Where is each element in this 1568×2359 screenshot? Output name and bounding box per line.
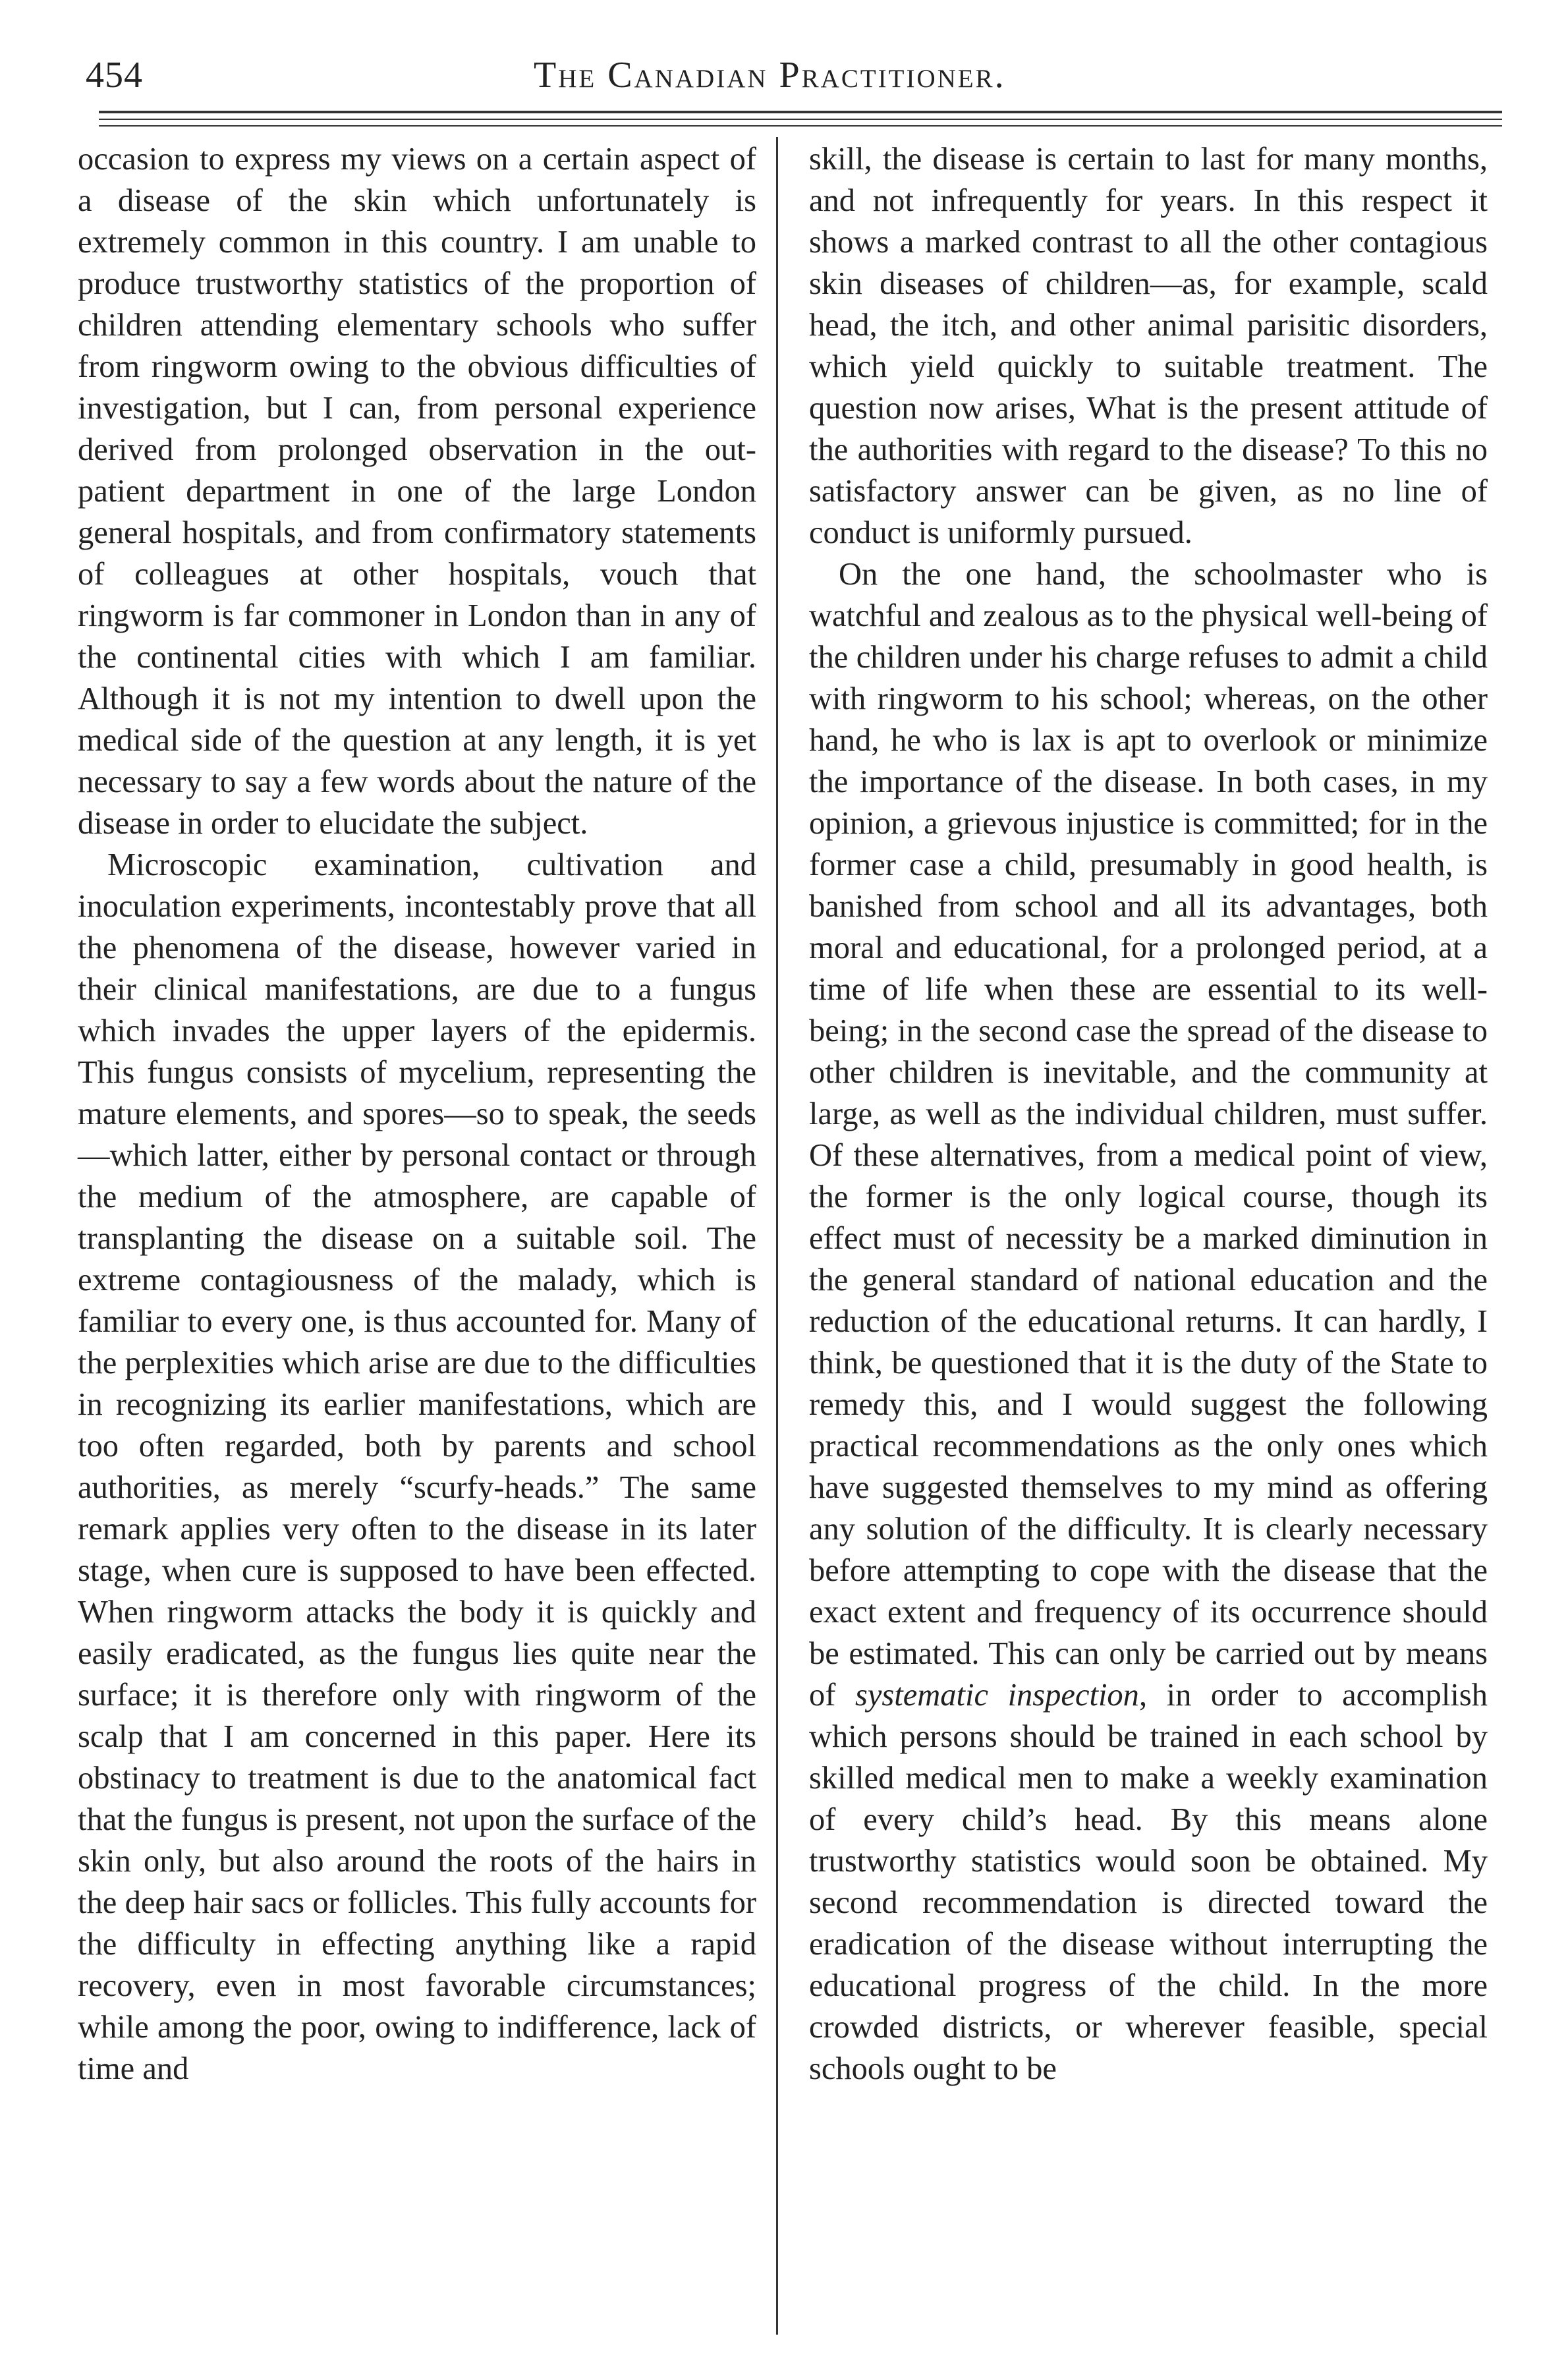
page-number: 454: [86, 55, 143, 96]
right-paragraph-text-after: , in order to accomplish which persons should be trained in each school by skilled medical men to make a weekly examination of every child’s head. By this means alone trustworthy statistics would soon be obtained. My second recommendation is directed toward the eradication of the disease without interrupting the educational progress of the child. In the more crowded districts, or wherever feasible, special schools ought to be: [809, 1678, 1488, 2086]
right-column: [809, 138, 1488, 2089]
journal-title: The Canadian Practitioner.: [534, 55, 1006, 96]
left-column: [78, 138, 756, 2089]
left-paragraph-continued: occasion to express my views on a certain aspect of a disease of the skin which unfortunately is extremely common in this country. I am unable to produce trustworthy statistics of the proportion of children attending elementary schools who suffer from ringworm owing to the obvious difficulties of investigation, but I can, from personal experience derived from prolonged observation in the out-patient department in one of the large London general hospitals, and from confirmatory statements of colleagues at other hospitals, vouch that ringworm is far commoner in London than in any of the continental cities with which I am familiar. Although it is not my intention to dwell upon the medical side of the question at any length, it is yet necessary to say a few words about the nature of the disease in order to elucidate the subject.: [78, 142, 756, 841]
column-divider: [776, 137, 778, 2335]
header-rule-thin-lower: [99, 125, 1502, 127]
systematic-inspection-emphasis: systematic inspection: [854, 1678, 1139, 1713]
header-rule-thick: [99, 111, 1502, 113]
left-paragraph-microscopic: Microscopic examination, cultivation and inoculation experiments, incontestably prove that all the phenomena of the disease, however varied in their clinical manifestations, are due to a fungus which invades the upper layers of the epidermis. This fungus consists of mycelium, representing the mature elements, and spores—so to speak, the seeds—which latter, either by personal contact or through the medium of the atmosphere, are capable of transplanting the disease on a suitable soil. The extreme contagiousness of the malady, which is familiar to every one, is thus accounted for. Many of the perplexities which arise are due to the difficulties in recognizing its earlier manifestations, which are too often regarded, both by parents and school authorities, as merely “scurfy-heads.” The same remark applies very often to the disease in its later stage, when cure is supposed to have been effected. When ringworm attacks the body it is quickly and easily eradicated, as the fungus lies quite near the surface; it is therefore only with ringworm of the scalp that I am concerned in this paper. Here its obstinacy to treatment is due to the anatomical fact that the fungus is present, not upon the surface of the skin only, but also around the roots of the hairs in the deep hair sacs or follicles. This fully accounts for the difficulty in effecting anything like a rapid recovery, even in most favorable circumstances; while among the poor, owing to indifference, lack of time and: [78, 847, 756, 2086]
right-paragraph-continued: skill, the disease is certain to last for many months, and not infrequently for years. In this respect it shows a marked contrast to all the other contagious skin diseases of children—as, for example, scald head, the itch, and other animal parisitic disorders, which yield quickly to suitable treatment. The question now arises, What is the present attitude of the authorities with regard to the disease? To this no satisfactory answer can be given, as no line of conduct is uniformly pursued.: [809, 142, 1488, 550]
right-paragraph-text-before: On the one hand, the schoolmaster who is watchful and zealous as to the physical well-being of the children under his charge refuses to admit a child with ringworm to his school; whereas, on the other hand, he who is lax is apt to overlook or minimize the importance of the disease. In both cases, in my opinion, a grievous injustice is committed; for in the former case a child, presumably in good health, is banished from school and all its advantages, both moral and educational, for a prolonged period, at a time of life when these are essential to its well-being; in the second case the spread of the disease to other children is inevitable, and the community at large, as well as the individual children, must suffer. Of these alternatives, from a medical point of view, the former is the only logical course, though its effect must of necessity be a marked diminution in the general standard of national education and the reduction of the educational returns. It can hardly, I think, be questioned that it is the duty of the State to remedy this, and I would suggest the following practical recommendations as the only ones which have suggested themselves to my mind as offering any solution of the difficulty. It is clearly necessary before attempting to cope with the disease that the exact extent and frequency of its occurrence should be estimated. This can only be carried out by means of: [809, 557, 1488, 1713]
header-rule-thin: [99, 119, 1502, 120]
page-header: [59, 40, 1509, 112]
right-paragraph-schoolmaster: [809, 554, 1488, 2089]
